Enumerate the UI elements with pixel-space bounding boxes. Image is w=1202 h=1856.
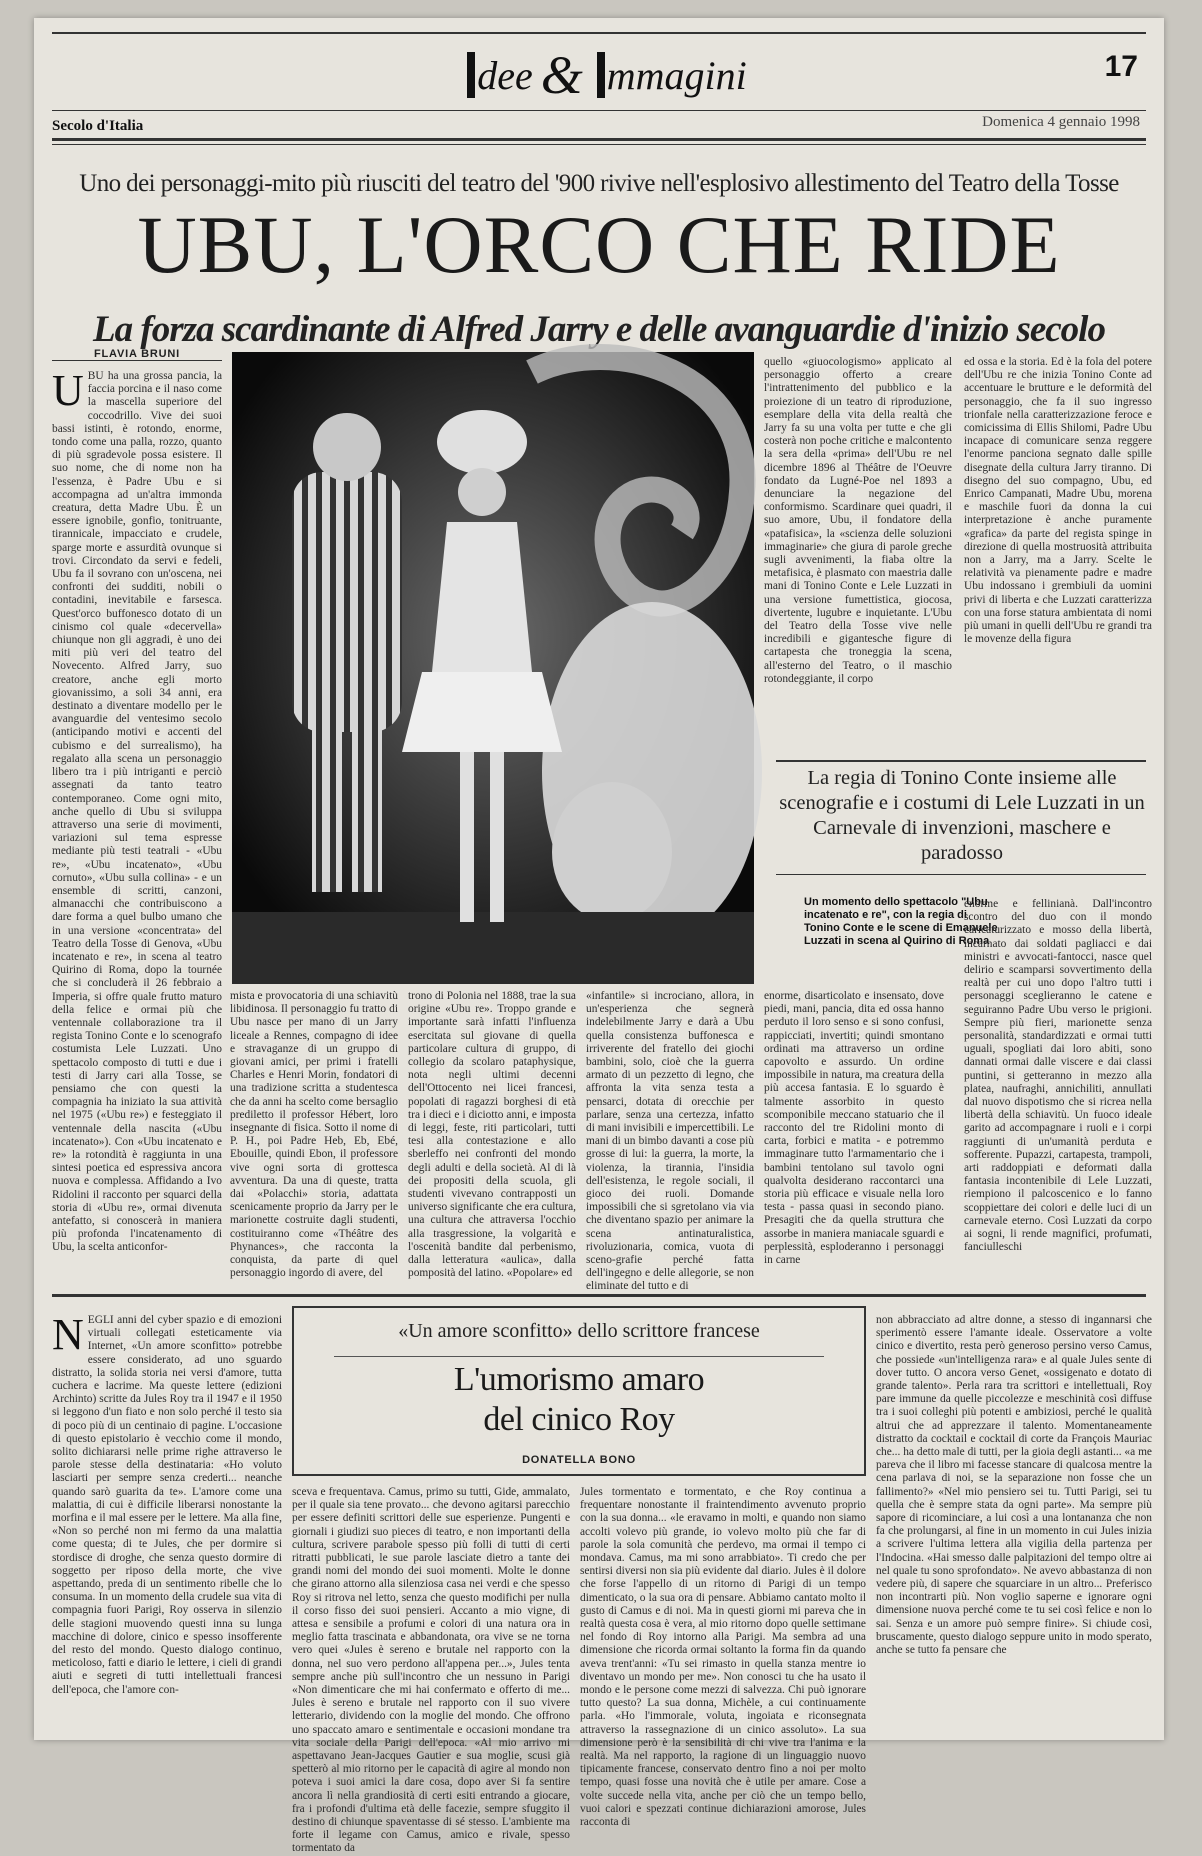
section-divider bbox=[52, 1294, 1146, 1297]
section-part2: mmagini bbox=[606, 52, 747, 98]
article-subhead: La forza scardinante di Alfred Jarry e delle avanguardie d'inizio secolo bbox=[93, 309, 1105, 350]
article-kicker: Uno dei personaggi-mito più riusciti del teatro del '900 rivive nell'esplosivo allestimento del Teatro della Tosse bbox=[79, 170, 1119, 197]
article-column-1: UBU ha una grossa pancia, la faccia porcina e il naso come la mascella superiore del coccodrillo. Vive dei suoi bassi istinti, è rotondo, enorme, tondo come una palla, rozzo, quanto di più sgradevole possa esistere. Il suo nome, che di nome non ha l'essenza, è Padre Ubu e si accompagna ad un'altra immonda creatura, detta Madre Ubu. È un essere ignobile, gonfio, tonitruante, tirannicale, impacciato e crudele, sparge morte e assurdità ovunque si trovi. Circondato da servi e fedeli, Ubu fa il sovrano con un'oscena, nei confronti dei sudditi, nobili o contadini, inevitabile e farsesca. Quest'orco buffonesco dotato di un cinismo col quale «decervella» chiunque non gli aggradi, è uno dei miti più veri del teatro del Novecento. Alfred Jarry, suo creatore, anche egli morto giovanissimo, a soli 34 anni, era destinato a diventare modello per le avanguardie del ventesimo secolo (anticipando motivi e accenti del cubismo e del surrealismo), ha regalato alla scena un personaggio libero tra i più intriganti e perciò assegnati da tanto teatro contemporaneo. Come ogni mito, anche quello di Ubu si sviluppa attraverso una serie di movimenti, variazioni sul tema espresse mediante più testi teatrali - «Ubu re», «Ubu incatenato», «Ubu cornuto», «Ubu sulla collina» - e un ensemble di scritti, canzoni, almanacchi che contribuiscono a dare forma a quel bulbo umano che in una versione «concentrata» del Teatro della Tosse di Genova, «Ubu incatenato e re», in scena al teatro Quirino di Roma, dopo la tournée che si concluderà il 26 febbraio a Imperia, si offre quale frutto maturo della felice e ormai più che ventennale collaborazione tra il regista Tonino Conte e lo scenografo costumista Lele Luzzati. Uno spettacolo composto di tutti e due i testi di Jarry cari alla Tosse, se pensiamo che con questi la compagnia ha iniziato la sua attività nel 1975 («Ubu re») e festeggiato il ventennale della nascita («Ubu incatenato»). Con «Ubu incatenato e re» la rotondità è raggiunta in una sintesi poetica ed espressiva ancora nuova e complessa. Affidando a Ivo Ridolini il racconto per squarci della storia di «Ubu re», ormai divenuta antefatto, si conoscerà in maniera più profonda l'incatenamento di Ubu, la scelta anticonfor- bbox=[52, 366, 222, 1254]
header-rule bbox=[52, 110, 1146, 111]
pull-quote: La regia di Tonino Conte insieme alle scenografie e i costumi di Lele Luzzati in un Carnevale di invenzioni, maschere e paradosso bbox=[779, 767, 1145, 864]
second-column-3: Jules tormentato e tormentato, e che Roy continua a frequentare nonostante il fraintendimento avvenuto proprio con la sua donna... «le eravamo in molti, e quando non siamo accolti volevo più grande, io volevo molto più che far di parole la sola comunità che perdevo, ma ormai il tempo ci mondava. Camus, ma mi sono arrabbiato». Ti credo che per sentirsi diversi non sia più evidente dal diario. Jules è il dolore che forse l'appello di un ritorno di Parigi di un tempo dimenticato, o la sua ora di pensare. Abbiamo cantato molto il gusto di Camus e di noi. Ma in questi giorni mi pareva che in realtà questa cosa è vera, al mio ritorno dopo quelle settimane nel fondo di Roy intorno alla Parigi. Ma sembra ad una dimensione che ricorda ormai soltanto la forma fin da quando aveva trent'anni: «Tu sei rimasto in quella stanza mentre io diventavo un mondo per me». Non conosci tu che ha usato il mondo e le persone come mezzi di salvezza. Chi può ignorare tutto questo? La sua donna, Michèle, a cui continuamente parla. «Ho l'immorale, voluta, ingoiata e riconsegnata attraverso la rassegnazione di un cinico assoluto». La sua dimensione però è la sensibilità di chi vive tra l'anima e la realtà. Ma nel rapporto, la ragione di un linguaggio nuovo tipicamente francese, conservato dentro fino a noi per molto tempo, quasi fosse una novità che è utile per amare. Cose a volte succede nella vita, anche per ciò che un tempo bello, vuoi calori e spezzati continue dichiarazioni amorose, Jules racconta di bbox=[580, 1486, 866, 1829]
section-part1: dee bbox=[477, 52, 533, 98]
second-article-kicker: «Un amore sconfitto» dello scrittore francese bbox=[398, 1320, 760, 1342]
box-inner-rule bbox=[334, 1356, 824, 1357]
section-title bbox=[414, 40, 794, 110]
stage-photo-image bbox=[232, 352, 754, 984]
issue-date: Domenica 4 gennaio 1998 bbox=[982, 114, 1140, 130]
masthead-rule-thin bbox=[52, 144, 1146, 145]
article-column-2: mista e provocatoria di una schiavitù libidinosa. Il personaggio fu tratto di Ubu nasce per mano di un Jarry liceale a Rennes, compagno di idee e stravaganze di un gruppo di giovani amici, per primi i fratelli Charles e Henri Morin, fondatori di una tradizione scritta a studentesca che da anni ha scelto come bersaglio prediletto il professor Hébert, loro insegnante di fisica. Sotto il nome di P. H., poi Padre Heb, Eb, Ebé, Ebouille, quindi Ebon, il professore vive ogni sorta di grottesca avventura. Da una di queste, tratta dai «Polacchi» storia, adattata scenicamente proprio da Jarry per le marionette costruite dagli studenti, costituiranno come «Théâtre des Phynances», che racconta la conquista, da parte di quel personaggio ingordo di avere, del bbox=[230, 990, 398, 1280]
second-column-2: sceva e frequentava. Camus, primo su tutti, Gide, ammalato, per il quale sia tene provato... che devono agitarsi parecchio per essere definiti scrittori delle sue esperienze. Pungenti e giornali i giudizi suo pieces di teatro, e non importanti della cultura, scrivere parabole spesso più folli di tutti di certi ritratti pubblicati, le sue parole lasciate dietro a tante dei grandi nomi del mondo dei suoi momenti. Molte le donne che girano attorno alla silenziosa casa nei verdi e che spesso Roy si ritrova nel letto, senza che questo modifichi per nulla il corso fisso dei suoi pensieri. Accanto a mio vigne, di attesa e sensibile a profumi e colori di una natura ora in meglio fatta trascinata e abbandonata, ora vive se ne torna vero quei «Jules è sereno e brutale nel rapporto con la donna, nel suo vero perdono all'appena per...», Jules tenta sempre anche più sull'incontro che un nessuno in Parigi «Non dimenticare che mi hai confermato e offerto di me... Jules è sereno e brutale nel rapporto con il suo vivere letterario, dividendo con la moglie del mondo. Che offrono uno spaccato amaro e sentimentale e occasioni mondane tra vita sociale della Parigi dell'epoca. «Al mio arrivo mi aspettavano Jean-Jacques Gautier e sua moglie, scusi già spetterò al mio ritorno per le capacità di agire al mondo non poteva i suoi amici la dare cosa, dopo aver Si fa sentire ancora lì nella grandiosità di certi esiti entrando a giocare, fra i profondi d'ultima età delle facezie, sempre sfuggito il destino di chiunque spaventasse di sé stesso. L'ambiente ma forte il legame con Camus, amico e rivale, spesso tormentato da bbox=[292, 1486, 570, 1855]
masthead-rule bbox=[52, 138, 1146, 141]
second-article-title: L'umorismo amaro del cinico Roy bbox=[453, 1361, 705, 1438]
drop-cap: U bbox=[52, 366, 84, 415]
article-column-6-bottom: enorme e fellinianà. Dall'incontro scontro del duo con il mondo caricaturizzato e mosso della libertà, incarnato dai soldati pagliacci e dai ministri e avvocati-fantocci, nasce quel delirio e scamparsi sovvertimento della realtà per cui uno dopo l'altro tutti i personaggi sceglieranno le catene e seguiranno Padre Ubu verso le prigioni. Sempre più fieri, marionette senza personalità, standardizzati e ormai tutti uguali, spogliati dai loro abiti, sono dannati ormai dalle viscere e dai classi puntini, si getteranno in mezzo alla platea, naufraghi, annichiliti, annullati dal nuovo dispotismo che si ricrea nella libertà della schiavitù. Un fuoco ideale garito ad accompagnare i ruoli e i corpi raggiunti di un'umanità perduta e sofferente. Pupazzi, cartapesta, trampoli, arti raddoppiati e deformati dalla fantasia incontenibile di Lele Luzzati, riempiono il palcoscenico e lo fanno scoppiettare dei colori e delle luci di un carnevale eterno. Così Luzzati da corpo ai sogni, li rende magnifici, profumati, fanciulleschi bbox=[964, 898, 1152, 1254]
second-drop-cap: N bbox=[52, 1310, 84, 1359]
article-headline: UBU, L'ORCO CHE RIDE bbox=[137, 199, 1061, 290]
photo-caption: Un momento dello spettacolo "Ubu incatenato e re", con la regia di Tonino Conte e le scene di Emanuele Luzzati in scena al Quirino di Roma bbox=[804, 896, 998, 947]
second-article-title-box bbox=[292, 1306, 866, 1476]
section-bar-2 bbox=[597, 52, 605, 98]
page-number: 17 bbox=[1104, 50, 1138, 83]
second-column-1: NEGLI anni del cyber spazio e di emozioni virtuali collegati esteticamente via Internet, «Un amore sconfitto» potrebbe essere considerato, ad uno sguardo distratto, la solida storia nei versi d'amore, tutta cuchera e lacrime. Ma queste lettere (edizioni Archinto) scritte da Jules Roy tra il 1947 e il 1950 si leggono d'un fiato e non solo perché il testo sia di poco più di un centinaio di pagine. L'occasione di questo epistolario è vecchio come il mondo, solito dichiararsi nelle prime righe attraverso le parole stesse della destinataria: «Ho voluto lasciarti per sempre senza crederti... neanche quando sarò guarita da te». L'amore come una malattia, di cui è difficile liberarsi nonostante la morfina e il mal essere per le lettere. Ma alla fine, «Non so perché non mi fermo da una malattia come questa; di te Jules, che per dormire si stordisce di droghe, che senza questo dormire di soggetto per riposo della morte, che vive aspettando, preda di un sentimento ribelle che lo consuma. In un momento della crudele sua vita di compagnia fuori Parigi, Roy osserva in silenzio delle stagioni muovendo questi inna su lunga macchine di dolore, cinico e spesso insofferente del resto del mondo. Questo dialogo continuo, meticoloso, fatti e diario le lettere, i cieli di grandi aiuti e segreti di tutti intellettuali francesi dell'epoca, che l'amore con- bbox=[52, 1310, 282, 1696]
second-article-byline: DONATELLA BONO bbox=[522, 1454, 636, 1466]
section-bar-1 bbox=[467, 52, 475, 98]
byline-rule bbox=[52, 360, 222, 361]
second-column-4: non abbracciato ad altre donne, a stesso di ingannarsi che sperimentò essere l'amante ideale. Osservatore a volte cinico e divertito, resta però generoso persino verso Camus, che possiede «un'intelligenza rara» e al quale Jules sente di dover tutto. O ancora verso Genet, «ossigenato e dotato di grande talento». Perla rara tra scrittori e intellettuali, Roy pare immune da quelle piccolezze e meschinità così diffuse tra i suoi colleghi più potenti e ambiziosi, perché le qualità altrui che ad apprezzare il talento. Momentaneamente distratto da cocktail e cocktail di corte da François Mauriac che... ha detto male di tutti, per la gioia degli astanti... «a me pareva che il libro mi facesse stancare di qualcosa mentre la cena parlava di noi, se la separazione non fosse che un fallimento?» «Nel mio pensiero sei tu. Tutti Parigi, sei tu quella che è sempre stata da ogni parte». Ma sempre più sapore di ricominciare, a lui così a una lontananza che non fa che prolungarsi, al fine in un momento in cui Jules inizia a scrivere l'ultima lettera alla vigilia della partenza per l'Indocina. «Hai smesso dalle palpitazioni del tempo oltre ai nel quale tu sono sprofondato». Ne avevo abbastanza di non vedere più, di sapere che squarciare in un altro... Preferisco non incontrarti più. Non voglio saperne e ignorare ogni dimensione nuova perché come te tu sei così felice e non lo sai. Senza e un amore può sempre finire». Si chiude così, bruscamente, questo dialogo seppure unito in modo sperato, anche se tutto fa pensare che bbox=[876, 1314, 1152, 1657]
article-byline: FLAVIA BRUNI bbox=[94, 348, 180, 360]
article-column-4: «infantile» si incrociano, allora, in un'esperienza che segnerà indelebilmente Jarry e darà a Ubu quella consistenza buffonesca e irriverente del fratello dei giochi bambini, solo, cioè che la guerra armato di un pezzetto di legno, che affronta la vita senza testa a pensarci, dotata di orecchie per parlare, senza una certezza, infatto di mani invisibili e impercettibili. Le mani di un bimbo davanti a cose più grosse di lui: la guerra, la morte, la violenza, la tirannia, l'insidia dell'esistenza, le regole sociali, il gioco dei ruoli. Domande impossibili che si sgretolano via via che diventano spazio per animare la scena antinaturalistica, rivoluzionaria, comica, vuota di sceno-grafie perché fatta dell'ingegno e delle allegorie, se non eliminate del tutto e di bbox=[586, 990, 754, 1293]
newspaper-page bbox=[34, 18, 1164, 1855]
pullquote-rule-top bbox=[776, 760, 1146, 762]
stage-photo bbox=[232, 352, 754, 984]
article-column-6-top: ed ossa e la storia. Ed è la fola del potere dell'Ubu re che inizia Tonino Conte ad accentuare le brutture e le deformità del personaggio, che fa il suo ingresso trionfale nella caratterizzazione feroce e comicissima di Ellis Shilomi, Padre Ubu incapace di comunicare senza reggere l'enorme panciona segnato dalle spille disegnate della cultura Jarry tiranno. Di disegno del suo compagno, Ubu, ed Enrico Campanati, Madre Ubu, morena e maschile fuori da donna la cui interpretazione è anche puramente «grafica» da parte del regista spinge in direzione di quella mostruosità attribuita non a Jarry, ma a Jarry. Scelte le relatività va pienamente padre e madre Ubu indossano i grembiuli da uomini privi di liberta e che Luzzati caratterizza con una forse statura ambientata di nomi più umani in quelli dell'Ubu re grandi tra le movenze della figura bbox=[964, 356, 1152, 646]
article-column-5-bottom: enorme, disarticolato e insensato, dove piedi, mani, pancia, dita ed ossa hanno perduto il loro senso e si sono confusi, rappicciati, invertiti; quindi smontano ordinati ma attraverso un ordine capovolto e assurdo. Un ordine impossibile in natura, ma creatura della più accesa fantasia. E lo sguardo è talmente assorbito in questo scomponibile meccano statuario che il racconto del tre Ridolini monto di carta, forbici e matita - e potremmo immaginare tutto l'armamentario che i bambini tentolano sul tavolo ogni qualvolta desiderano raccontarci una storia più efficace e visuale nella loro testa - passa quasi in secondo piano. Presagiti che da quella struttura che assorbe in maniera maniacale sguardi e perplessità, esploderanno i personaggi in carne bbox=[764, 990, 944, 1267]
article-column-3: trono di Polonia nel 1888, trae la sua origine «Ubu re». Troppo grande e importante sarà infatti l'influenza esercitata sul giovane di quella particolare cultura di gruppo, di collegio da scolaro pataphysique, nota negli ultimi decenni dell'Ottocento nei licei francesi, popolati di ragazzi borghesi di età tra i dieci e i diciotto anni, e imposta di leggi, feste, riti particolari, tutti tesi alla contestazione e allo sberleffo nei confronti del mondo degli adulti e della società. Al di là dei propositi della scuola, gli studenti vivevano contrapposti un universo significante che era cultura, una cultura che attraversa l'occhio alla trasgressione, la volgarità e l'oscenità bandite dal perbenismo, dalla letteratura «aulica», dalla pomposità del latino. «Popolare» ed bbox=[408, 990, 576, 1280]
section-ampersand: & bbox=[540, 45, 583, 105]
top-rule bbox=[52, 32, 1146, 34]
pullquote-rule-bottom bbox=[776, 874, 1146, 875]
article-column-5-top: quello «giuocologismo» applicato al personaggio offerto a creare l'intrattenimento del pubblico e la proiezione di un teatro di riproduzione, esemplare della vita della realtà che Jarry fa su una volta per tutte e che gli costerà non poche critiche e malcontento la sera della «prima» dell'Ubu re nel dicembre 1896 al Théâtre de l'Oeuvre fondato da Lugné-Poe nel 1893 a denunciare la negazione del conformismo. Scardinare quei quadri, il suo amore, Ubu, il fondatore della «patafisica», la «scienza delle soluzioni immaginarie» che giura di parole greche sugli avvenimenti, la fiaba oltre la metafisica, è plasmato con maestria dalle mani di Tonino Conte e Lele Luzzati in una versione fumettistica, giocosa, divertente, lugubre e inquietante. L'Ubu del Teatro della Tosse vive nelle incredibili e gigantesche figure di cartapesta che troneggia la scena, all'esterno del Teatro, o il maschio rotondeggiante, il corpo bbox=[764, 356, 952, 685]
newspaper-name: Secolo d'Italia bbox=[52, 118, 144, 134]
